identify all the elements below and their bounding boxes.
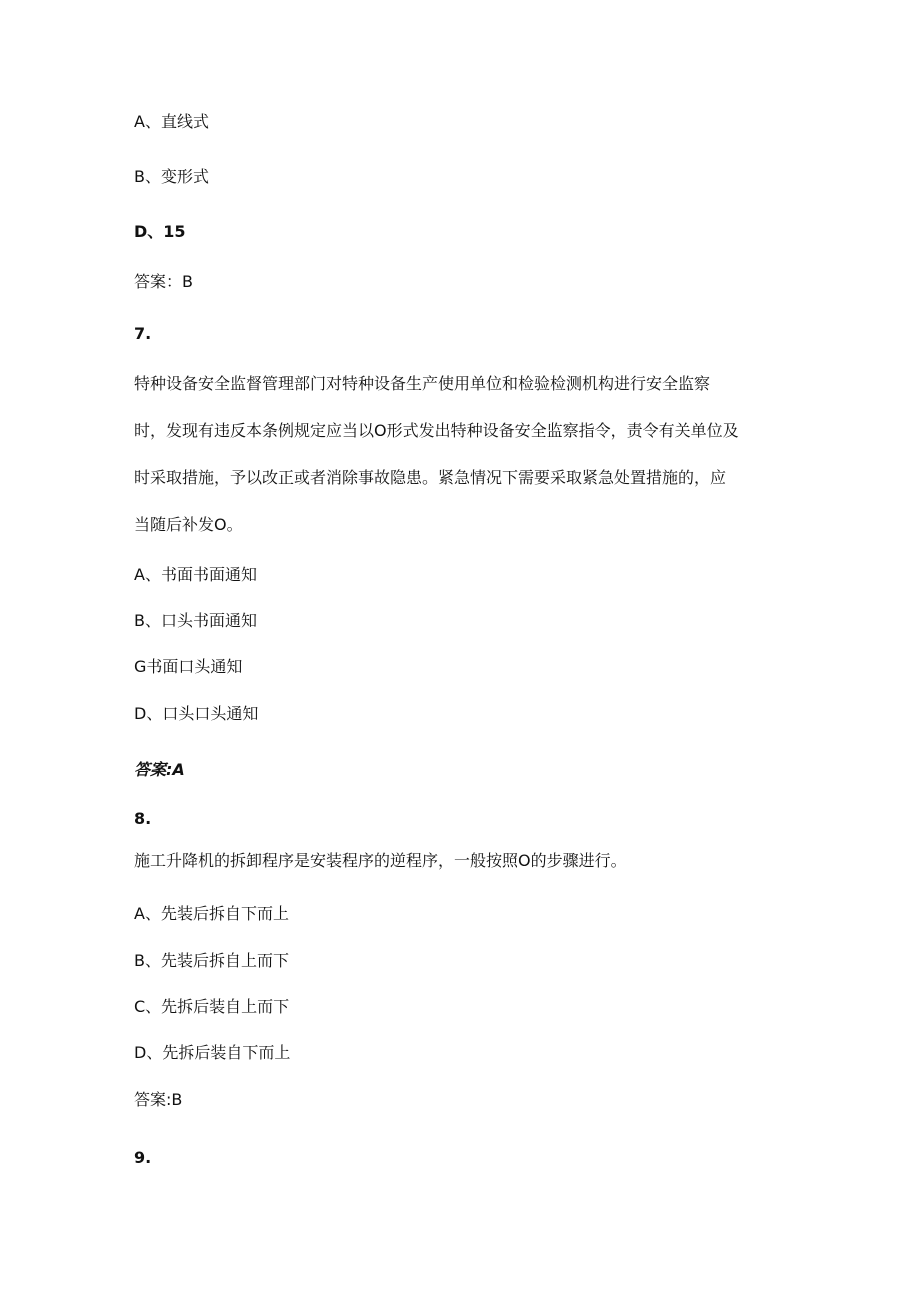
q8-option-c: C、先拆后装自上而下 [134,997,290,1016]
q8-option-d: D、先拆后装自下而上 [134,1043,291,1062]
q7-option-d: D、口头口头通知 [134,704,259,723]
q8-stem: 施工升降机的拆卸程序是安装程序的逆程序，一般按照O的步骤进行。 [134,851,627,870]
q7-option-a: A、书面书面通知 [134,565,257,584]
q8-option-a: A、先装后拆自下而上 [134,904,289,923]
q7-option-c: G书面口头通知 [134,657,243,676]
q6-option-d: D、15 [134,222,186,241]
q7-option-b: B、口头书面通知 [134,611,257,630]
q8-number: 8. [134,809,152,828]
q6-option-b: B、变形式 [134,167,209,186]
q6-option-a: A、直线式 [134,112,209,131]
q7-stem-line: 当随后补发O。 [134,515,243,534]
q7-stem-line: 时采取措施，予以改正或者消除事故隐患。紧急情况下需要采取紧急处置措施的，应 [134,468,727,487]
q6-answer: 答案：B [134,272,193,291]
q7-number: 7. [134,324,152,343]
q7-stem-line: 特种设备安全监督管理部门对特种设备生产使用单位和检验检测机构进行安全监察 [134,374,711,393]
q7-answer: 答案:A [134,760,185,779]
q9-number: 9. [134,1148,152,1167]
q8-option-b: B、先装后拆自上而下 [134,951,289,970]
q7-stem-line: 时，发现有违反本条例规定应当以O形式发出特种设备安全监察指令，责令有关单位及 [134,421,739,440]
q8-answer: 答案:B [134,1090,183,1109]
q7-stem [134,374,784,562]
